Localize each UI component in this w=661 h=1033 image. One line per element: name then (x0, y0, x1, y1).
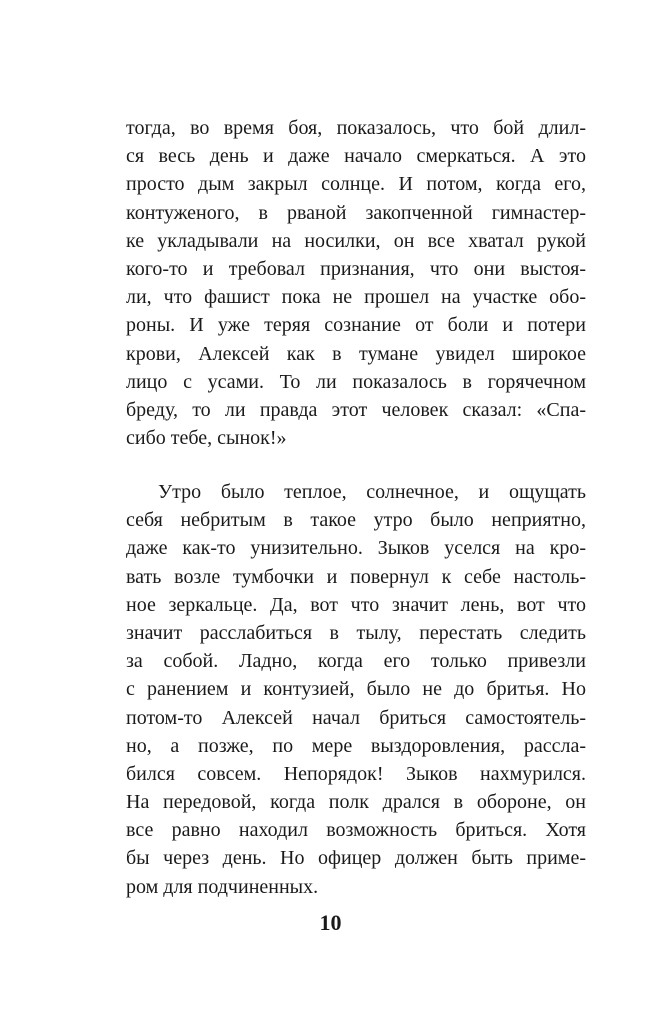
text-line: лицо с усами. То ли показалось в горячечном (126, 370, 586, 393)
text-line: ром для подчиненных. (126, 875, 319, 898)
text-line: ке укладывали на носилки, он все хватал рукой (126, 229, 586, 252)
text-line: вать возле тумбочки и повернул к себе настоль- (126, 565, 586, 588)
text-line: сибо тебе, сынок!» (126, 427, 287, 450)
text-line: бился совсем. Непорядок! Зыков нахмурился. (126, 762, 586, 785)
text-line: Утро было теплое, солнечное, и ощущать (158, 481, 586, 503)
text-line: ли, что фашист пока не прошел на участке обо- (126, 286, 586, 309)
paragraph-1 (126, 114, 586, 452)
text-line: все равно находил возможность бриться. Хотя (126, 819, 586, 842)
text-line: за собой. Ладно, когда его только привезли (126, 650, 586, 673)
text-line: просто дым закрыл солнце. И потом, когда его, (126, 173, 586, 196)
text-line: роны. И уже теряя сознание от боли и потери (126, 314, 586, 337)
text-line: тогда, во время боя, показалось, что бой длил- (126, 117, 586, 139)
text-line: значит расслабиться в тылу, перестать следить (126, 621, 586, 644)
text-line: но, а позже, по мере выздоровления, рассла- (126, 734, 586, 757)
text-line: себя небритым в такое утро было неприятно, (126, 509, 586, 532)
text-line: крови, Алексей как в тумане увидел широкое (126, 342, 586, 365)
text-line: ное зеркальце. Да, вот что значит лень, вот что (126, 593, 586, 616)
text-line: ся весь день и даже начало смеркаться. А это (126, 145, 586, 168)
text-line: бы через день. Но офицер должен быть приме- (126, 847, 586, 870)
text-line: даже как-то унизительно. Зыков уселся на кро- (126, 537, 586, 560)
text-line: потом-то Алексей начал бриться самостоятель- (126, 706, 586, 729)
page-number: 10 (319, 910, 342, 935)
text-line: кого-то и требовал признания, что они выстоя- (126, 257, 586, 280)
paragraph-2 (126, 478, 586, 901)
text-line: На передовой, когда полк дрался в обороне, он (126, 791, 586, 814)
text-line: с ранением и контузией, было не до бритья. Но (126, 678, 586, 701)
text-line: контуженого, в рваной закопченной гимнастер- (126, 201, 586, 224)
text-line: бреду, то ли правда этот человек сказал: «Спа- (126, 398, 586, 421)
